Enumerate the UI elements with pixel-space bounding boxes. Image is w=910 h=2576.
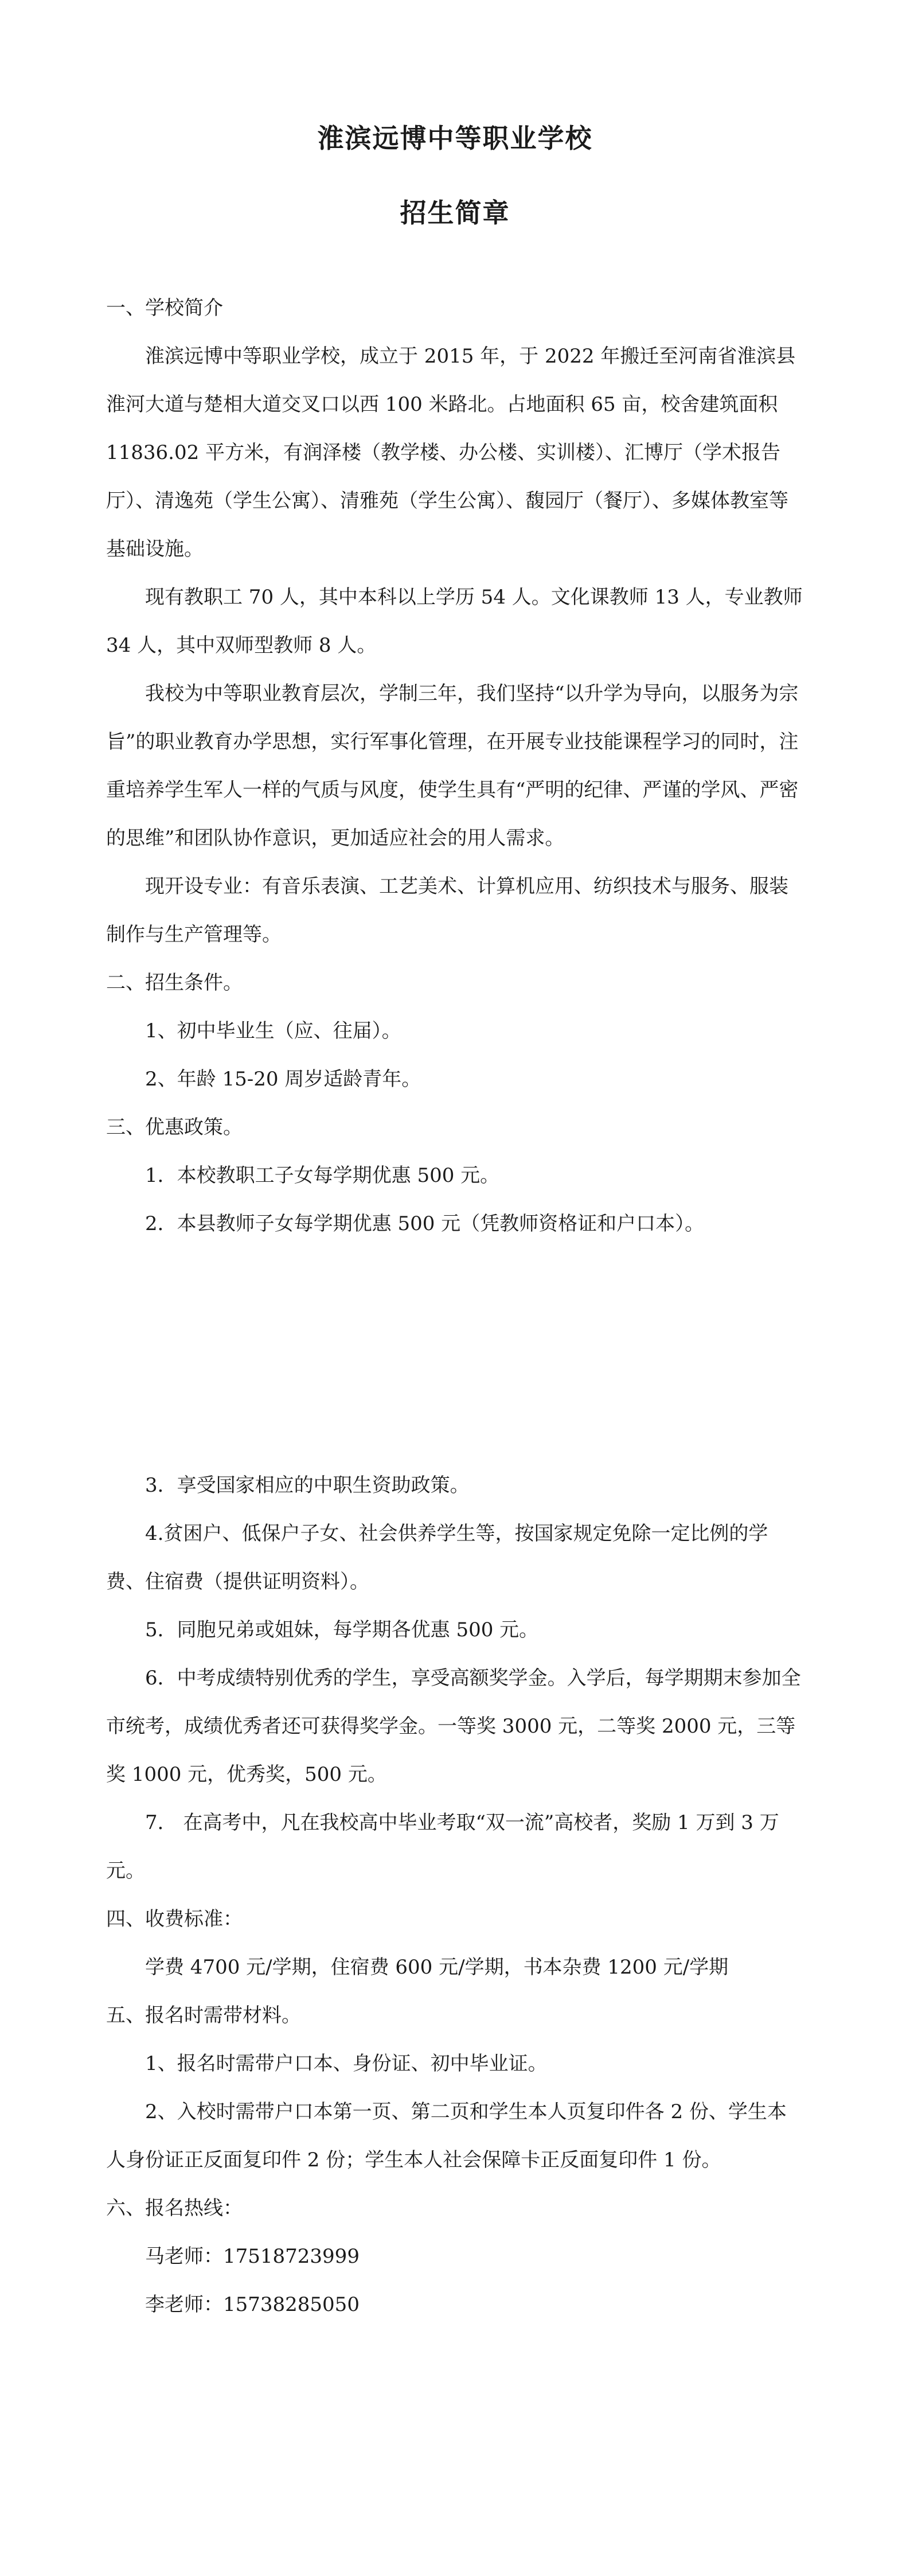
list-item-discount: 7． 在高考中，凡在我校高中毕业考取“双一流”高校者，奖励 1 万到 3 万元。	[106, 1811, 779, 1882]
section-heading-fees: 四、收费标准：	[106, 1908, 243, 1931]
list-item-condition: 1、初中毕业生（应、往届）。	[145, 1019, 401, 1042]
list-item-material: 2、入校时需带户口本第一页、第二页和学生本人页复印件各 2 份、学生本人身份证正反面复印件 2 份；学生本人社会保障卡正反面复印件 1 份。	[106, 2100, 787, 2172]
section-heading-required-materials: 五、报名时需带材料。	[106, 2004, 301, 2027]
contact-li: 李老师：15738285050	[145, 2293, 360, 2316]
list-item-discount: 5．同胞兄弟或姐妹，每学期各优惠 500 元。	[145, 1618, 539, 1641]
paragraph-majors: 现开设专业：有音乐表演、工艺美术、计算机应用、纺织技术与服务、服装制作与生产管理等。	[106, 875, 788, 946]
paragraph-school-history: 淮滨远博中等职业学校，成立于 2015 年，于 2022 年搬迁至河南省淮滨县淮河大道与楚相大道交叉口以西 100 米路北。占地面积 65 亩，校舍建筑面积 11836.02 平方米，有润泽楼（教学楼、办公楼、实训楼）、汇博厅（学术报告厅）、清逸苑（学生公寓）、清雅苑（学生公寓）、馥园厅（餐厅）、多媒体教室等基础设施。	[106, 345, 796, 561]
list-item-condition: 2、年龄 15-20 周岁适龄青年。	[145, 1068, 421, 1091]
fee-standard-text: 学费 4700 元/学期，住宿费 600 元/学期，书本杂费 1200 元/学期	[145, 1956, 729, 1979]
list-item-discount: 3．享受国家相应的中职生资助政策。	[145, 1474, 470, 1497]
paragraph-philosophy: 我校为中等职业教育层次，学制三年，我们坚持“以升学为导向，以服务为宗旨”的职业教育办学思想，实行军事化管理，在开展专业技能课程学习的同时，注重培养学生军人一样的气质与风度，使学生具有“严明的纪律、严谨的学风、严密的思维”和团队协作意识，更加适应社会的用人需求。	[106, 682, 799, 850]
contact-ma: 马老师：17518723999	[145, 2245, 360, 2268]
document-subtitle: 招生简章	[400, 197, 510, 228]
section-heading-school-intro: 一、学校简介	[106, 297, 223, 320]
list-item-discount: 4.贫困户、低保户子女、社会供养学生等，按国家规定免除一定比例的学费、住宿费（提供证明资料）。	[106, 1522, 768, 1593]
blank-space	[106, 1248, 806, 1461]
document-body	[106, 284, 806, 2329]
list-item-discount: 6．中考成绩特别优秀的学生，享受高额奖学金。入学后，每学期期末参加全市统考，成绩优秀者还可获得奖学金。一等奖 3000 元，二等奖 2000 元，三等奖 1000 元，优秀奖，500 元。	[106, 1667, 801, 1786]
school-title: 淮滨远博中等职业学校	[317, 123, 593, 154]
section-heading-admission-conditions: 二、招生条件。	[106, 971, 243, 994]
section-heading-hotline: 六、报名热线：	[106, 2197, 243, 2220]
section-heading-discount-policy: 三、优惠政策。	[106, 1116, 243, 1139]
list-item-discount: 2．本县教师子女每学期优惠 500 元（凭教师资格证和户口本）。	[145, 1212, 705, 1235]
list-item-discount: 1．本校教职工子女每学期优惠 500 元。	[145, 1164, 500, 1187]
list-item-material: 1、报名时需带户口本、身份证、初中毕业证。	[145, 2052, 548, 2075]
paragraph-staff: 现有教职工 70 人，其中本科以上学历 54 人。文化课教师 13 人，专业教师 34 人，其中双师型教师 8 人。	[106, 586, 803, 657]
